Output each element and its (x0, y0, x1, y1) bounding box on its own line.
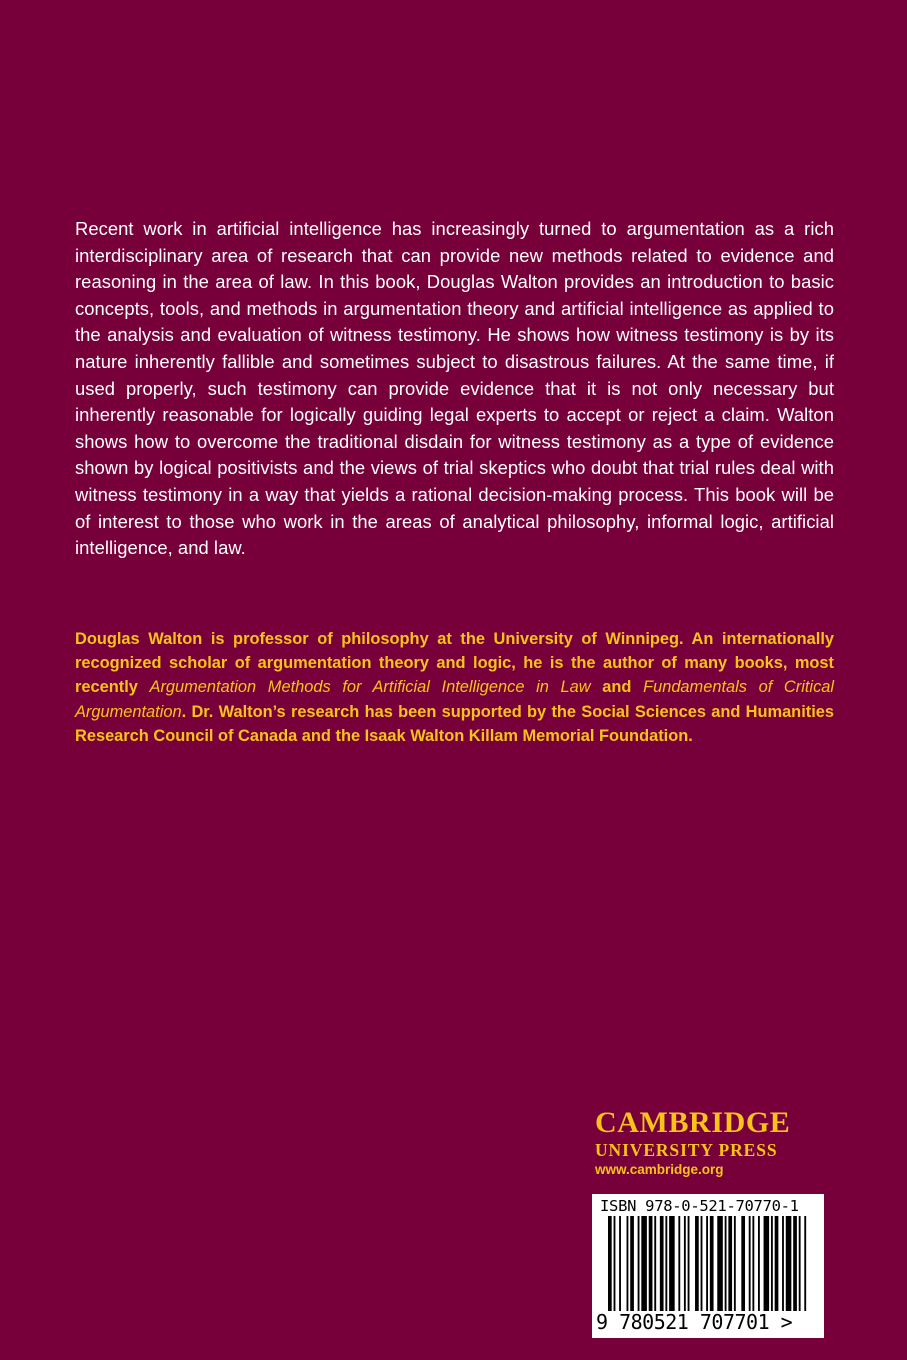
barcode-bar (684, 1216, 686, 1311)
barcode-bar (678, 1216, 680, 1311)
barcode-bar (741, 1216, 745, 1311)
barcode-bar (649, 1216, 653, 1311)
author-bio (75, 627, 834, 748)
barcode-bar (804, 1216, 806, 1311)
barcode-bar (630, 1216, 634, 1311)
author-bio-text-1: Douglas Walton is professor of philosophy at the University of Winnipeg. An internationally recognized scholar of argumentation theory and logic, he is the author of many books, most recently (75, 630, 834, 697)
publisher-name: CAMBRIDGE (595, 1106, 791, 1139)
book-description: Recent work in artificial intelligence has increasingly turned to argumentation as a rich interdisciplinary area of research that can provide new methods related to evidence and reasoning in the area of law. In this book, Douglas Walton provides an introduction to basic concepts, tools, and methods in argumentation theory and artificial intelligence as applied to the analysis and evaluation of witness testimony. He shows how witness testimony is by its nature inherently fallible and sometimes subject to disastrous failures. At the same time, if used properly, such testimony can provide evidence that it is not only necessary but inherently reasonable for logically guiding legal experts to accept or reject a claim. Walton shows how to overcome the traditional disdain for witness testimony as a type of evidence shown by logical positivists and the views of trial skeptics who doubt that trial rules deal with witness testimony in a way that yields a rational decision-making process. This book will be of interest to those who work in the areas of analytical philosophy, informal logic, artificial intelligence, and law. (75, 218, 834, 559)
publisher-subname: UNIVERSITY PRESS (595, 1140, 778, 1160)
book-title-fundamentals: Fundamentals of Critical Argumentation (75, 678, 835, 721)
barcode-bar (749, 1216, 751, 1311)
barcode-bar (725, 1216, 727, 1311)
barcode-digits: 9 780521 707701 > (596, 1310, 793, 1334)
barcode-bar (771, 1216, 773, 1311)
barcode-bar (782, 1216, 784, 1311)
barcode-bar (775, 1216, 779, 1311)
barcode-bar (665, 1216, 667, 1311)
barcode-bar (752, 1216, 754, 1311)
barcode-bar (758, 1216, 760, 1311)
author-bio-connector: and (590, 678, 644, 697)
publisher-logo (595, 1106, 825, 1179)
author-bio-text-2: . Dr. Walton’s research has been supported by the Social Sciences and Humanities Research Council of Canada and the Isaak Walton Killam Memorial Foundation. (75, 702, 834, 745)
barcode-bar (786, 1216, 792, 1311)
barcode-bar (688, 1216, 690, 1311)
barcode-bar (660, 1216, 664, 1311)
barcode-bar (627, 1216, 629, 1311)
barcode-bar (728, 1216, 732, 1311)
barcode-bar (734, 1216, 736, 1311)
barcode-bar (641, 1216, 647, 1311)
barcode-bars (608, 1216, 808, 1311)
barcode-bar (710, 1216, 714, 1311)
book-title-argumentation-methods: Argumentation Methods for Artificial Intelligence in Law (149, 678, 591, 697)
barcode-bar (706, 1216, 708, 1311)
barcode-bar (799, 1216, 801, 1311)
barcode-bar (701, 1216, 703, 1311)
isbn-barcode (592, 1194, 824, 1338)
isbn-label: ISBN 978-0-521-70770-1 (600, 1197, 799, 1215)
barcode-bar (619, 1216, 621, 1311)
barcode-bar (793, 1216, 797, 1311)
barcode-bar (614, 1216, 616, 1311)
barcode-bar (695, 1216, 699, 1311)
publisher-url: www.cambridge.org (595, 1162, 724, 1177)
barcode-bar (764, 1216, 770, 1311)
barcode-bar (669, 1216, 675, 1311)
barcode-bar (654, 1216, 656, 1311)
barcode-bar (717, 1216, 723, 1311)
barcode-bar (638, 1216, 640, 1311)
barcode-bar (608, 1216, 612, 1311)
